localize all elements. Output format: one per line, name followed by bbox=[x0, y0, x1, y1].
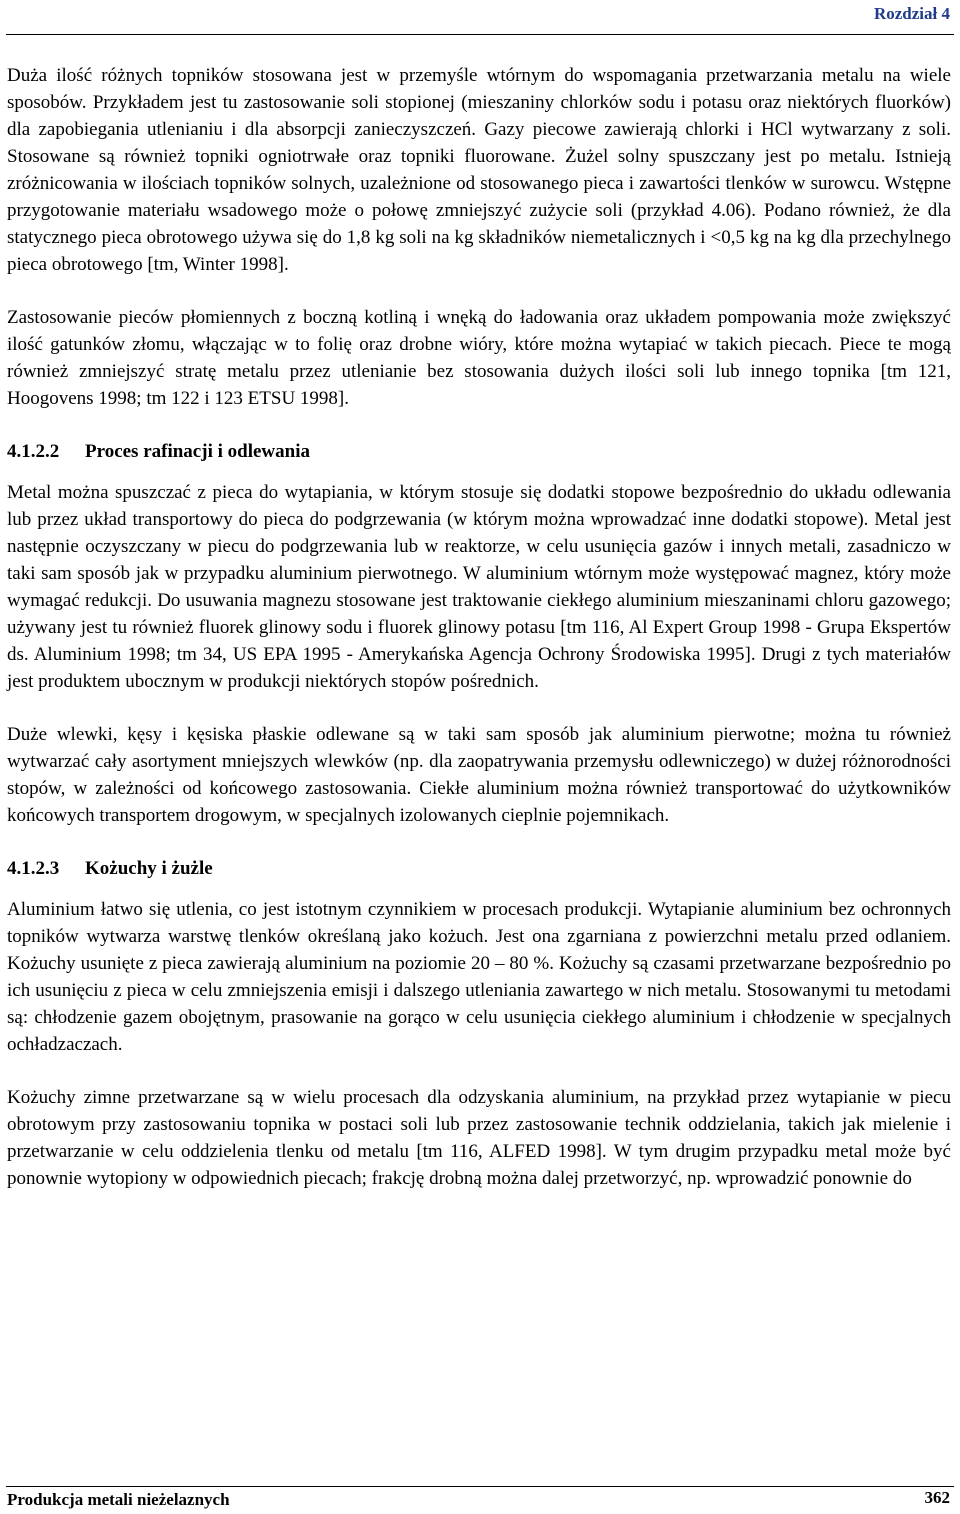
footer-divider bbox=[6, 1486, 954, 1487]
chapter-label: Rozdział 4 bbox=[873, 4, 950, 23]
page-body bbox=[7, 62, 951, 1218]
section-title: Proces rafinacji i odlewania bbox=[85, 441, 310, 462]
paragraph-casting: Duże wlewki, kęsy i kęsiska płaskie odlewane są w taki sam sposób jak aluminium pierwotne; można tu również wytwarzać cały asortyment mniejszych wlewków (np. dla zaopatrywania przemysłu odlewniczego) w dużej różnorodności stopów, w zależności od końcowego zastosowania. Ciekłe aluminium można również transportować do użytkowników końcowych transportem drogowym, w specjalnych izolowanych cieplnie pojemnikach. bbox=[7, 724, 951, 826]
paragraph-dross: Aluminium łatwo się utlenia, co jest istotnym czynnikiem w procesach produkcji. Wytapianie aluminium bez ochronnych topników wytwarza warstwę tlenków określaną jako kożuch. Jest ona zgarniana z powierzchni metalu przed odlaniem. Kożuchy usunięte z pieca zawierają aluminium na poziomie 20 – 80 %. Kożuchy są czasami przetwarzane bezpośrednio po ich usunięciu z pieca w celu zmniejszenia emisji i dalszego utleniania zawartego w nich metalu. Stosowanymi tu metodami są: chłodzenie gazem obojętnym, prasowanie na gorąco w celu usunięcia ciekłego aluminium i chłodzenie w specjalnych ochładzaczach. bbox=[7, 899, 951, 1055]
paragraph-reverberatory-furnaces: Zastosowanie pieców płomiennych z boczną kotliną i wnęką do ładowania oraz układem pompowania może zwiększyć ilość gatunków złomu, włączając w to folię oraz drobne wióry, które można wytapiać w takich piecach. Piece te mogą również zmniejszyć stratę metalu przez utlenianie bez stosowania dużych ilości soli lub innego topnika [tm 121, Hoogovens 1998; tm 122 i 123 ETSU 1998]. bbox=[7, 307, 951, 409]
section-number: 4.1.2.3 bbox=[7, 858, 60, 879]
section-heading-refining bbox=[7, 438, 951, 465]
paragraph-refining: Metal można spuszczać z pieca do wytapiania, w którym stosuje się dodatki stopowe bezpośrednio do układu odlewania lub przez układ transportowy do pieca do podgrzewania (w którym można wprowadzać inne dodatki stopowe). Metal jest następnie oczyszczany w piecu do podgrzewania lub w reaktorze, w celu usunięcia gazów i innych metali, zasadniczo w taki sam sposób jak w przypadku aluminium pierwotnego. W aluminium wtórnym może występować magnez, który może wymagać redukcji. Do usuwania magnezu stosowane jest traktowanie ciekłego aluminium mieszaninami chloru gazowego; używany jest tu również fluorek glinowy sodu i fluorek glinowy potasu [tm 116, Al Expert Group 1998 - Grupa Ekspertów ds. Aluminium 1998; tm 34, US EPA 1995 - Amerykańska Agencja Ochrony Środowiska 1995]. Drugi z tych materiałów jest produktem ubocznym w produkcji niektórych stopów pośrednich. bbox=[7, 482, 951, 692]
paragraph-cold-dross: Kożuchy zimne przetwarzane są w wielu procesach dla odzyskania aluminium, na przykład przez wytapianie w piecu obrotowym przy zastosowaniu topnika w postaci soli lub przez zastosowanie technik oddzielania, takich jak mielenie i przetwarzanie w celu oddzielenia tlenku od metalu [tm 116, ALFED 1998]. W tym drugim przypadku metal może być ponownie wytopiony w odpowiednich piecach; frakcję drobną można dalej przetworzyć, np. wprowadzić ponownie do bbox=[7, 1087, 951, 1189]
paragraph-fluxes: Duża ilość różnych topników stosowana jest w przemyśle wtórnym do wspomagania przetwarzania metalu na wiele sposobów. Przykładem jest tu zastosowanie soli stopionej (mieszaniny chlorków sodu i potasu oraz niektórych fluorków) dla zapobiegania utlenianiu i dla absorpcji zanieczyszczeń. Gazy piecowe zawierają chlorki i HCl wytwarzany z soli. Stosowane są również topniki ogniotrwałe oraz topniki fluorowane. Żużel solny spuszczany jest po metalu. Istnieją zróżnicowania w ilościach topników solnych, uzależnione od stosowanego pieca i zawartości tlenków w surowcu. Wstępne przygotowanie materiału wsadowego może o połowę zmniejszyć zużycie soli (przykład 4.06). Podano również, że dla statycznego pieca obrotowego używa się do 1,8 kg soli na kg składników niemetalicznych i <0,5 kg na kg dla przechylnego pieca obrotowego [tm, Winter 1998]. bbox=[7, 65, 951, 275]
header-divider bbox=[6, 34, 954, 35]
footer-document-title: Produkcja metali nieżelaznych bbox=[7, 1490, 230, 1509]
section-heading-dross bbox=[7, 855, 951, 882]
section-number: 4.1.2.2 bbox=[7, 441, 60, 462]
page-number: 362 bbox=[924, 1488, 950, 1507]
section-title: Kożuchy i żużle bbox=[85, 858, 213, 879]
